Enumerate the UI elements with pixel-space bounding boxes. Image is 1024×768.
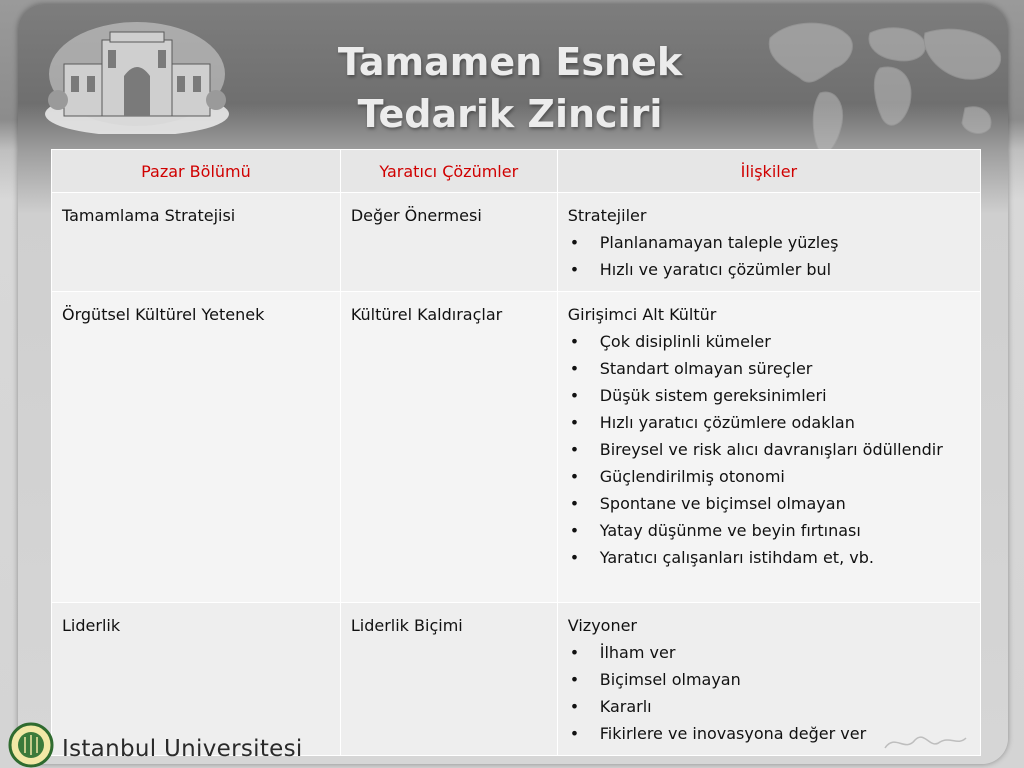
bullet-item: • Fikirlere ve inovasyona değer ver <box>568 720 970 747</box>
relation-title: Vizyoner <box>567 616 638 635</box>
relation-bullets <box>568 229 970 283</box>
table-row <box>52 193 981 292</box>
relation-bullets <box>568 328 970 571</box>
header-iliskiler: İlişkiler <box>557 150 980 193</box>
bullet-item: • İlham ver <box>568 639 970 666</box>
bullet-item: • Güçlendirilmiş otonomi <box>568 463 970 490</box>
supply-chain-table <box>51 149 981 756</box>
university-seal-icon <box>8 722 54 768</box>
bullet-item: • Bireysel ve risk alıcı davranışları ödüllendir <box>568 436 970 463</box>
table-header-row <box>52 150 981 193</box>
university-name: Istanbul Universitesi <box>62 736 303 762</box>
slide-title-line-2: Tedarik Zinciri <box>357 92 663 136</box>
bullet-item: • Çok disiplinli kümeler <box>568 328 970 355</box>
slide-title-line-1: Tamamen Esnek <box>337 40 683 84</box>
bullet-item: • Hızlı yaratıcı çözümlere odaklan <box>568 409 970 436</box>
solution-cell: Kültürel Kaldıraçlar <box>340 292 557 603</box>
relation-title: Girişimci Alt Kültür <box>567 305 717 324</box>
segment-cell: Liderlik <box>52 603 341 756</box>
header-pazar-bolumu: Pazar Bölümü <box>52 150 341 193</box>
bullet-item: • Hızlı ve yaratıcı çözümler bul <box>568 256 970 283</box>
bullet-item: • Biçimsel olmayan <box>568 666 970 693</box>
solution-cell: Değer Önermesi <box>340 193 557 292</box>
segment-cell: Tamamlama Stratejisi <box>52 193 341 292</box>
header-yaratici-cozumler: Yaratıcı Çözümler <box>340 150 557 193</box>
table-row <box>52 292 981 603</box>
university-gate-illustration <box>44 14 230 134</box>
bullet-item: • Düşük sistem gereksinimleri <box>568 382 970 409</box>
world-map-icon <box>750 8 1010 168</box>
bullet-item: • Yaratıcı çalışanları istihdam et, vb. <box>568 544 970 571</box>
slide-title <box>300 36 720 140</box>
relation-cell <box>557 193 980 292</box>
segment-cell: Örgütsel Kültürel Yetenek <box>52 292 341 603</box>
relation-title: Stratejiler <box>567 206 647 225</box>
relation-cell <box>557 292 980 603</box>
bullet-item: • Kararlı <box>568 693 970 720</box>
bullet-item: • Planlanamayan taleple yüzleş <box>568 229 970 256</box>
bullet-item: • Standart olmayan süreçler <box>568 355 970 382</box>
signature-mark <box>880 728 970 758</box>
table-row <box>52 603 981 756</box>
bullet-item: • Yatay düşünme ve beyin fırtınası <box>568 517 970 544</box>
bullet-item: • Spontane ve biçimsel olmayan <box>568 490 970 517</box>
solution-cell: Liderlik Biçimi <box>340 603 557 756</box>
